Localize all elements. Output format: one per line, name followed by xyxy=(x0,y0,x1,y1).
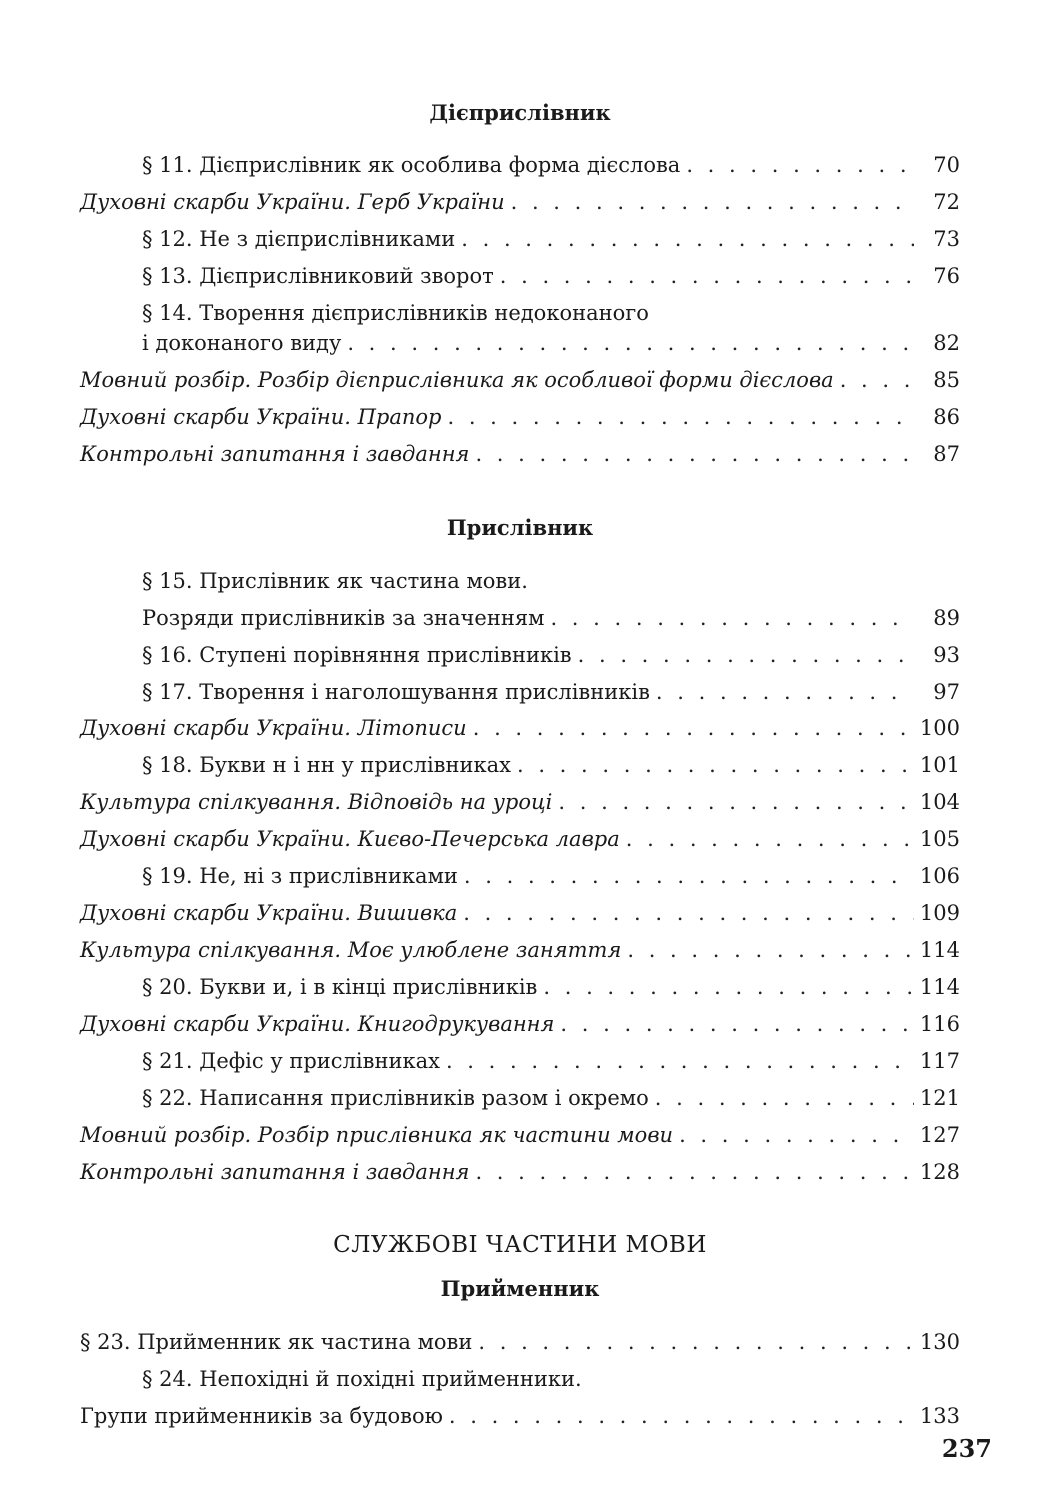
toc-entry-line1: § 15. Прислівник як частина мови. xyxy=(142,569,528,593)
toc-entry: Мовний розбір. Розбір дієприслівника як особливої форми дієслова . . . 85 xyxy=(80,365,960,395)
page-number: 237 xyxy=(941,1434,992,1463)
toc-entry: Групи прийменників за будовою . . . 133 xyxy=(80,1401,960,1431)
toc-entry: і доконаного виду . . . 82 xyxy=(142,328,960,358)
toc-entry: § 18. Букви н і нн у прислівниках . . . 101 xyxy=(142,750,960,780)
section-heading-pryimennyk: Прийменник xyxy=(440,1276,600,1301)
toc-entry: § 22. Написання прислівників разом і окремо . . . 121 xyxy=(142,1083,960,1113)
toc-entry: § 11. Дієприслівник як особлива форма дієслова . . . 70 xyxy=(142,150,960,180)
toc-entry: § 21. Дефіс у прислівниках . . . 117 xyxy=(142,1046,960,1076)
toc-entry: § 17. Творення і наголошування прислівників . . . 97 xyxy=(142,677,960,707)
toc-entry: § 16. Ступені порівняння прислівників . . . 93 xyxy=(142,640,960,670)
toc-entry: Культура спілкування. Моє улюблене заняття . . . 114 xyxy=(80,935,960,965)
toc-entry: Контрольні запитання і завдання . . . 87 xyxy=(80,439,960,469)
toc-entry: Духовні скарби України. Герб України . . . 72 xyxy=(80,187,960,217)
toc-entry: Культура спілкування. Відповідь на уроці . . . 104 xyxy=(80,787,960,817)
toc-entry: Духовні скарби України. Вишивка . . . 109 xyxy=(80,898,960,928)
toc-entry: Мовний розбір. Розбір прислівника як частини мови . . . 127 xyxy=(80,1120,960,1150)
toc-entry: Духовні скарби України. Києво-Печерська лавра . . . 105 xyxy=(80,824,960,854)
toc-entry: § 19. Не, ні з прислівниками . . . 106 xyxy=(142,861,960,891)
toc-entry-line1: § 14. Творення дієприслівників недоконаного xyxy=(142,301,649,325)
toc-entry: Духовні скарби України. Літописи . . . 100 xyxy=(80,713,960,743)
part-heading: СЛУЖБОВІ ЧАСТИНИ МОВИ xyxy=(333,1232,707,1258)
toc-entry: § 23. Прийменник як частина мови . . . 130 xyxy=(80,1327,960,1357)
toc-entry: § 12. Не з дієприслівниками . . . 73 xyxy=(142,224,960,254)
section-heading-diieprysl: Дієприслівник xyxy=(429,100,611,125)
toc-entry: Духовні скарби України. Книгодрукування . . . 116 xyxy=(80,1009,960,1039)
toc-entry: Духовні скарби України. Прапор . . . 86 xyxy=(80,402,960,432)
toc-entry: § 20. Букви и, і в кінці прислівників . . . 114 xyxy=(142,972,960,1002)
section-heading-pryslivnyk: Прислівник xyxy=(446,515,594,540)
toc-entry: § 13. Дієприслівниковий зворот . . . 76 xyxy=(142,261,960,291)
toc-entry: Контрольні запитання і завдання . . . 128 xyxy=(80,1157,960,1187)
toc-entry-line1: § 24. Непохідні й похідні прийменники. xyxy=(142,1367,582,1391)
toc-entry: Розряди прислівників за значенням . . . 89 xyxy=(142,603,960,633)
